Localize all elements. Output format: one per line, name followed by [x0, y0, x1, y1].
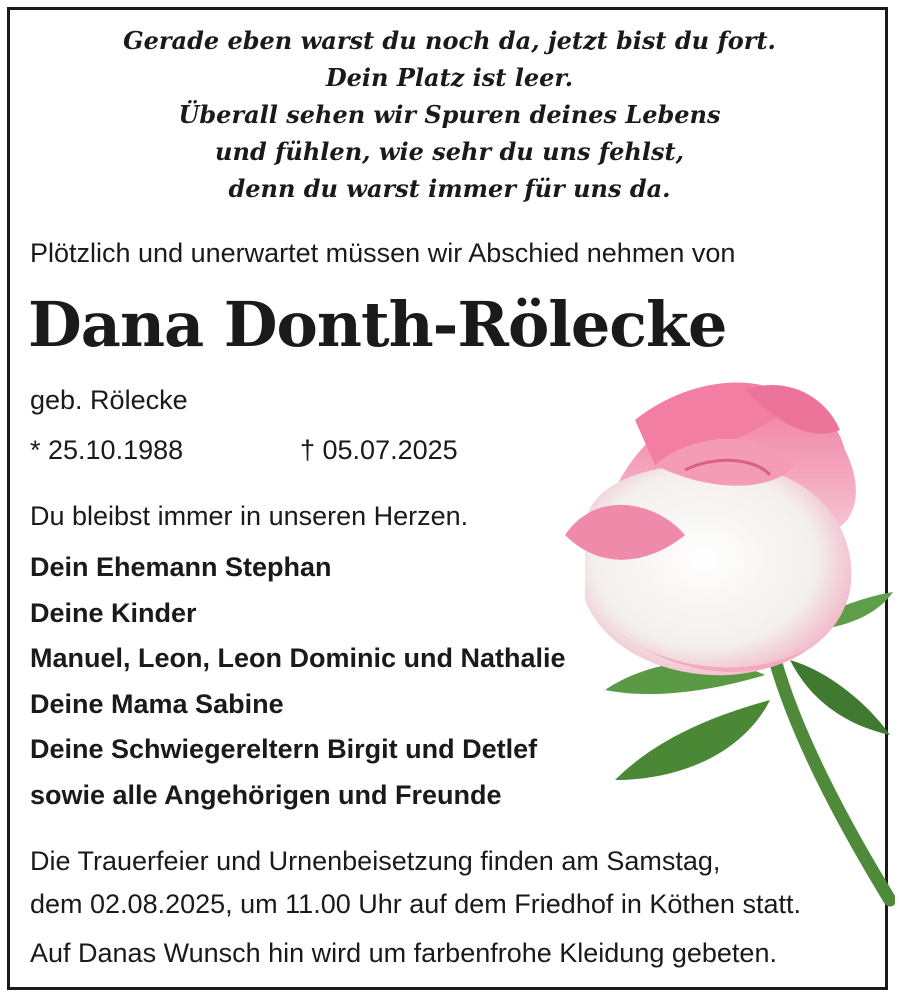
deceased-name: Dana Donth-Rölecke: [28, 288, 727, 361]
maiden-name: geb. Rölecke: [30, 385, 188, 415]
poem-line: Gerade eben warst du noch da, jetzt bist du fort.: [123, 26, 776, 55]
family-line: Dein Ehemann Stephan: [30, 552, 332, 582]
family-line: Deine Kinder: [30, 597, 197, 628]
intro-text: Plötzlich und unerwartet müssen wir Abschied nehmen von: [30, 238, 736, 268]
dress-wish: Auf Danas Wunsch hin wird um farbenfrohe Kleidung gebeten.: [30, 938, 777, 968]
birth-date: * 25.10.1988: [30, 435, 184, 465]
family-list: [30, 545, 566, 818]
poem-line: denn du warst immer für uns da.: [228, 174, 671, 203]
poem-line: Dein Platz ist leer.: [325, 63, 574, 92]
service-line: Die Trauerfeier und Urnenbeisetzung finden am Samstag,: [30, 846, 721, 876]
family-line: Manuel, Leon, Leon Dominic und Nathalie: [30, 643, 566, 673]
poem-line: Überall sehen wir Spuren deines Lebens: [178, 100, 721, 129]
poem: [0, 22, 899, 207]
poem-line: und fühlen, wie sehr du uns fehlst,: [215, 137, 684, 166]
family-line: sowie alle Angehörigen und Freunde: [30, 779, 502, 810]
rose-icon: [545, 370, 895, 910]
service-line: dem 02.08.2025, um 11.00 Uhr auf dem Friedhof in Köthen statt.: [30, 889, 801, 919]
farewell-text: Du bleibst immer in unseren Herzen.: [30, 501, 469, 531]
death-date: † 05.07.2025: [300, 435, 458, 465]
family-line: Deine Schwiegereltern Birgit und Detlef: [30, 734, 538, 764]
family-line: Deine Mama Sabine: [30, 688, 284, 719]
